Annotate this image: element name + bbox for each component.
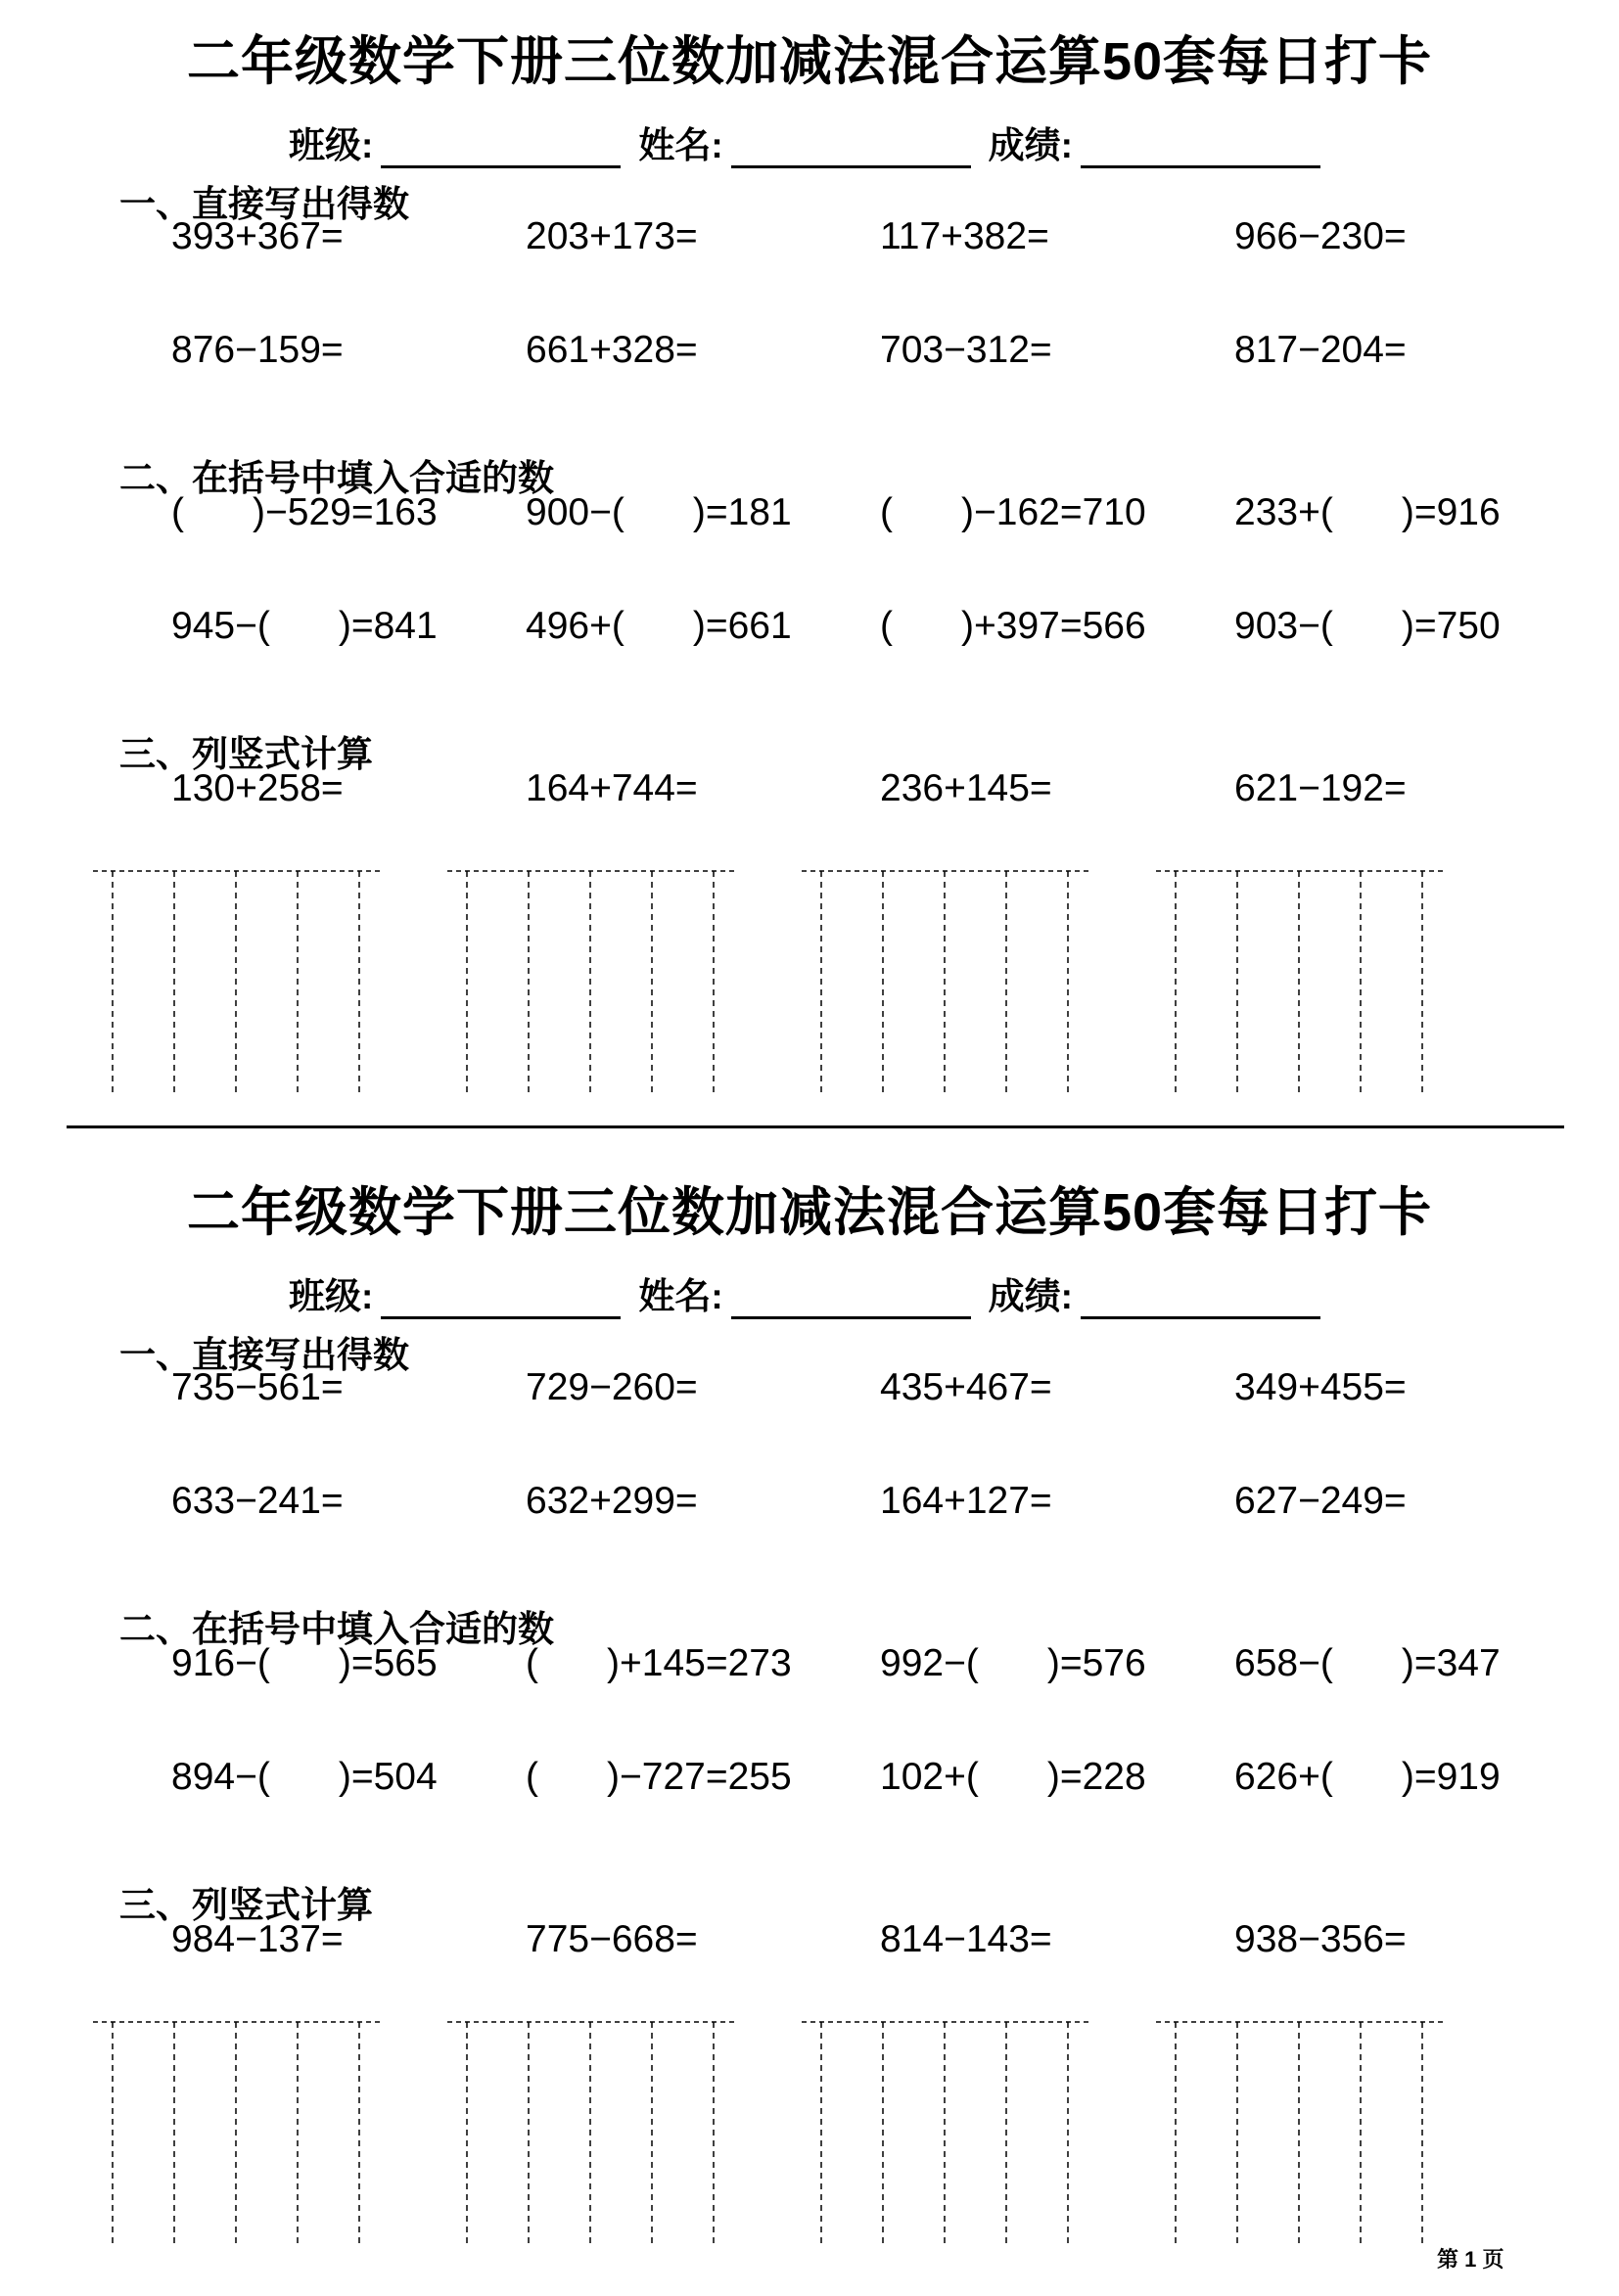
fill-blank-problem[interactable]	[171, 1756, 438, 1799]
worksheet-2	[0, 1151, 1619, 2296]
problem-part: 894−(	[171, 1756, 270, 1798]
problem-part: 626+(	[1234, 1756, 1333, 1798]
problem-part: (	[880, 491, 893, 533]
score-field[interactable]	[1081, 136, 1320, 168]
problem-part: )−162=710	[961, 491, 1146, 533]
problem-row	[171, 767, 1591, 812]
problem[interactable]: 621−192=	[1234, 767, 1407, 809]
problem-part: )=576	[1046, 1642, 1146, 1684]
section-title-fill: 二、在括号中填入合适的数	[119, 458, 554, 498]
fill-blank-problem[interactable]	[880, 491, 1146, 534]
sheet-divider	[67, 1125, 1564, 1128]
class-label: 班级:	[289, 1276, 374, 1316]
name-label: 姓名:	[638, 125, 723, 165]
score-label: 成绩:	[988, 125, 1073, 165]
problem-part: 916−(	[171, 1642, 270, 1684]
problem-part: 992−(	[880, 1642, 979, 1684]
name-field[interactable]	[731, 1287, 971, 1319]
name-label: 姓名:	[638, 1276, 723, 1316]
problem-part: )=504	[338, 1756, 438, 1798]
fill-blank-problem[interactable]	[171, 491, 438, 534]
problem-part: (	[171, 491, 184, 533]
problem-part: )=919	[1401, 1756, 1501, 1798]
problem[interactable]: 661+328=	[526, 329, 698, 371]
problem-part: 496+(	[526, 605, 624, 647]
problem-part: )−727=255	[607, 1756, 792, 1798]
problem-part: (	[526, 1756, 538, 1798]
worksheet-title: 二年级数学下册三位数加减法混合运算50套每日打卡	[186, 32, 1433, 91]
class-field[interactable]	[381, 1287, 621, 1319]
problem[interactable]: 627−249=	[1234, 1480, 1407, 1522]
problem[interactable]: 938−356=	[1234, 1918, 1407, 1960]
problem-part: )=916	[1401, 491, 1501, 533]
section-title-vertical: 三、列竖式计算	[119, 1885, 373, 1925]
fill-blank-problem[interactable]	[526, 491, 792, 534]
fill-blank-problem[interactable]	[880, 605, 1146, 648]
problem-part: )=565	[338, 1642, 438, 1684]
problem[interactable]: 164+744=	[526, 767, 698, 809]
problem[interactable]: 632+299=	[526, 1480, 698, 1522]
worksheet-title: 二年级数学下册三位数加减法混合运算50套每日打卡	[186, 1183, 1433, 1242]
student-info-line	[289, 115, 1338, 168]
student-info-line	[289, 1266, 1338, 1319]
fill-blank-problem[interactable]	[526, 1642, 792, 1685]
class-label: 班级:	[289, 125, 374, 165]
problem[interactable]: 203+173=	[526, 215, 698, 257]
problem[interactable]: 117+382=	[880, 215, 1049, 257]
class-field[interactable]	[381, 136, 621, 168]
problem-row	[171, 215, 1591, 260]
problem-part: )=181	[692, 491, 792, 533]
problem[interactable]: 984−137=	[171, 1918, 344, 1960]
problem[interactable]: 729−260=	[526, 1366, 698, 1408]
problem-part: (	[526, 1642, 538, 1684]
problem-part: 900−(	[526, 491, 624, 533]
problem-part: 903−(	[1234, 605, 1333, 647]
problem-part: 102+(	[880, 1756, 979, 1798]
fill-blank-problem[interactable]	[1234, 491, 1501, 534]
problem-part: )=661	[692, 605, 792, 647]
problem-part: )+145=273	[607, 1642, 792, 1684]
problem-part: )=228	[1046, 1756, 1146, 1798]
problem[interactable]: 735−561=	[171, 1366, 344, 1408]
problem[interactable]: 966−230=	[1234, 215, 1407, 257]
problem[interactable]: 164+127=	[880, 1480, 1052, 1522]
fill-blank-problem[interactable]	[1234, 605, 1501, 648]
section-title-fill: 二、在括号中填入合适的数	[119, 1609, 554, 1649]
page-number: 第 1 页	[1437, 2247, 1504, 2272]
problem[interactable]: 703−312=	[880, 329, 1052, 371]
problem-row	[171, 1480, 1591, 1525]
problem-part: )=841	[338, 605, 438, 647]
worksheet-1	[0, 0, 1619, 1145]
problem-part: )=750	[1401, 605, 1501, 647]
problem-row	[171, 1642, 1591, 1687]
problem[interactable]: 876−159=	[171, 329, 344, 371]
problem[interactable]: 130+258=	[171, 767, 344, 809]
fill-blank-problem[interactable]	[526, 1756, 792, 1799]
problem-row	[171, 1366, 1591, 1411]
vertical-calc-grid[interactable]	[0, 867, 1619, 1097]
score-label: 成绩:	[988, 1276, 1073, 1316]
problem-row	[171, 1756, 1591, 1801]
problem[interactable]: 633−241=	[171, 1480, 344, 1522]
name-field[interactable]	[731, 136, 971, 168]
fill-blank-problem[interactable]	[171, 1642, 438, 1685]
problem[interactable]: 814−143=	[880, 1918, 1052, 1960]
problem-row	[171, 329, 1591, 374]
section-title-vertical: 三、列竖式计算	[119, 734, 373, 774]
problem-part: )−529=163	[253, 491, 438, 533]
fill-blank-problem[interactable]	[880, 1642, 1146, 1685]
problem-part: )+397=566	[961, 605, 1146, 647]
problem[interactable]: 775−668=	[526, 1918, 698, 1960]
fill-blank-problem[interactable]	[526, 605, 792, 648]
score-field[interactable]	[1081, 1287, 1320, 1319]
vertical-calc-grid[interactable]	[0, 2018, 1619, 2248]
section-title-direct: 一、直接写出得数	[119, 184, 409, 224]
problem-part: 945−(	[171, 605, 270, 647]
problem[interactable]: 236+145=	[880, 767, 1052, 809]
problem[interactable]: 349+455=	[1234, 1366, 1407, 1408]
problem[interactable]: 817−204=	[1234, 329, 1407, 371]
problem-part: 233+(	[1234, 491, 1333, 533]
problem[interactable]: 435+467=	[880, 1366, 1052, 1408]
problem[interactable]: 393+367=	[171, 215, 344, 257]
fill-blank-problem[interactable]	[1234, 1642, 1501, 1685]
fill-blank-problem[interactable]	[880, 1756, 1146, 1799]
problem-row	[171, 605, 1591, 650]
problem-part: )=347	[1401, 1642, 1501, 1684]
section-title-direct: 一、直接写出得数	[119, 1335, 409, 1375]
problem-part: 658−(	[1234, 1642, 1333, 1684]
problem-row	[171, 491, 1591, 536]
fill-blank-problem[interactable]	[171, 605, 438, 648]
problem-row	[171, 1918, 1591, 1963]
fill-blank-problem[interactable]	[1234, 1756, 1501, 1799]
problem-part: (	[880, 605, 893, 647]
